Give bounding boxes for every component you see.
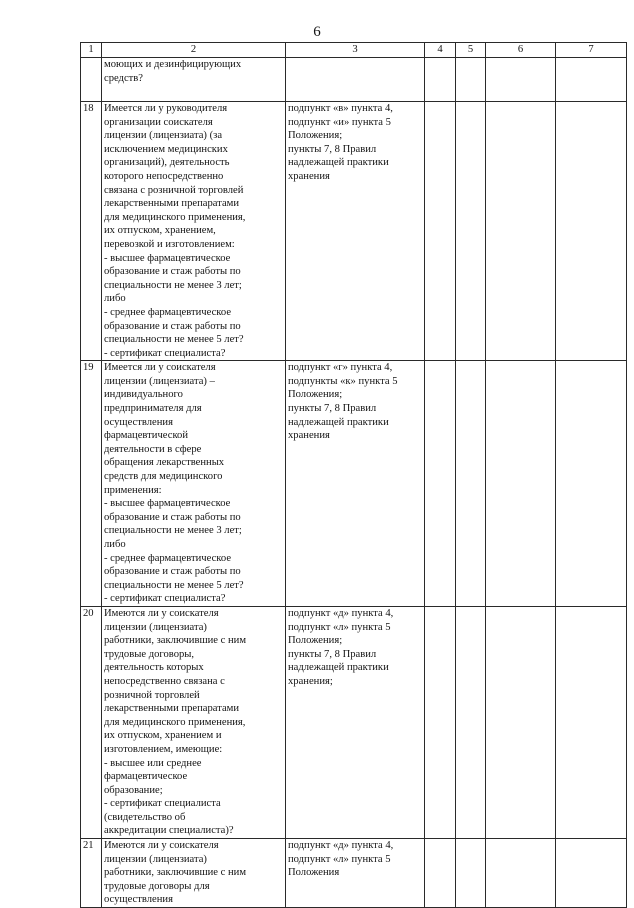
empty-cell: [425, 102, 456, 361]
row-number: 19: [81, 361, 102, 607]
empty-cell: [456, 58, 486, 102]
column-header: 7: [556, 43, 627, 58]
legal-reference: подпункт «д» пункта 4, подпункт «л» пункта 5 Положения: [286, 839, 425, 908]
empty-cell: [456, 102, 486, 361]
empty-cell: [556, 102, 627, 361]
empty-cell: [486, 606, 556, 838]
column-header: 1: [81, 43, 102, 58]
column-header: 5: [456, 43, 486, 58]
empty-cell: [425, 606, 456, 838]
legal-reference: подпункт «д» пункта 4, подпункт «л» пункта 5 Положения; пункты 7, 8 Правил надлежащей практики хранения;: [286, 606, 425, 838]
column-header: 4: [425, 43, 456, 58]
page-number: 6: [313, 24, 321, 40]
table-row: [81, 58, 627, 102]
column-header: 6: [486, 43, 556, 58]
legal-reference: [286, 58, 425, 102]
row-number: 21: [81, 839, 102, 908]
column-header: 3: [286, 43, 425, 58]
empty-cell: [556, 361, 627, 607]
empty-cell: [425, 361, 456, 607]
row-number: [81, 58, 102, 102]
column-header: 2: [102, 43, 286, 58]
question-text: Имеется ли у соискателя лицензии (лицензиата) – индивидуального предпринимателя для осуществления фармацевтической деятельности в сфере обращения лекарственных средств для медицинского применения: - высшее фармацевтическое образование и стаж работы по специальности не менее 3 лет; либо - среднее фармацевтическое образование и стаж работы по специальности не менее 5 лет? - сертификат специалиста?: [102, 361, 286, 607]
empty-cell: [486, 102, 556, 361]
question-text: Имеется ли у руководителя организации соискателя лицензии (лицензиата) (за исключением медицинских организаций), деятельность которого непосредственно связана с розничной торговлей лекарственными препаратами для медицинского применения, их отпуском, хранением, перевозкой и изготовлением: - высшее фармацевтическое образование и стаж работы по специальности не менее 3 лет; либо - среднее фармацевтическое образование и стаж работы по специальности не менее 5 лет? - сертификат специалиста?: [102, 102, 286, 361]
empty-cell: [556, 58, 627, 102]
empty-cell: [486, 58, 556, 102]
empty-cell: [456, 606, 486, 838]
row-number: 20: [81, 606, 102, 838]
empty-cell: [425, 58, 456, 102]
empty-cell: [556, 606, 627, 838]
table-row: [81, 102, 627, 361]
question-text: Имеются ли у соискателя лицензии (лицензиата) работники, заключившие с ним трудовые договоры для осуществления: [102, 839, 286, 908]
table-row: [81, 606, 627, 838]
header-row: [81, 43, 627, 58]
checklist-table: [80, 42, 627, 908]
empty-cell: [425, 839, 456, 908]
legal-reference: подпункт «в» пункта 4, подпункт «и» пункта 5 Положения; пункты 7, 8 Правил надлежащей практики хранения: [286, 102, 425, 361]
row-number: 18: [81, 102, 102, 361]
empty-cell: [456, 361, 486, 607]
legal-reference: подпункт «г» пункта 4, подпункты «к» пункта 5 Положения; пункты 7, 8 Правил надлежащей практики хранения: [286, 361, 425, 607]
empty-cell: [456, 839, 486, 908]
empty-cell: [486, 361, 556, 607]
question-text: Имеются ли у соискателя лицензии (лицензиата) работники, заключившие с ним трудовые договоры, деятельность которых непосредственно связана с розничной торговлей лекарственными препаратами для медицинского применения, их отпуском, хранением и изготовлением, имеющие: - высшее или среднее фармацевтическое образование; - сертификат специалиста (свидетельство об аккредитации специалиста)?: [102, 606, 286, 838]
empty-cell: [486, 839, 556, 908]
table-row: [81, 361, 627, 607]
question-text: моющих и дезинфицирующих средств?: [102, 58, 286, 102]
table-row: [81, 839, 627, 908]
empty-cell: [556, 839, 627, 908]
